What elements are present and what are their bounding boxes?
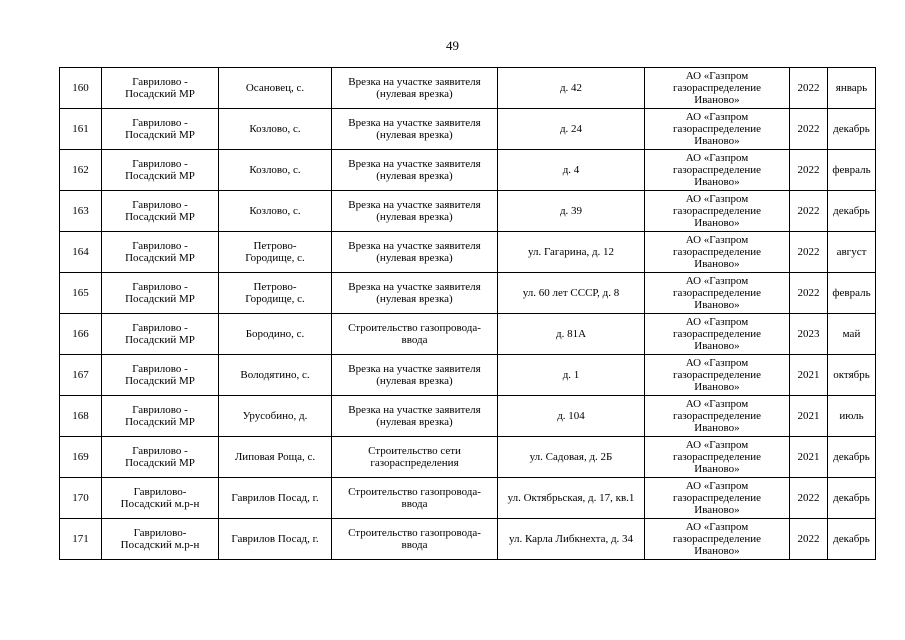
cell-settlement: Козлово, с. <box>219 150 332 191</box>
cell-work-type: Врезка на участке заявителя (нулевая врезка) <box>332 109 498 150</box>
cell-settlement: Володятино, с. <box>219 355 332 396</box>
cell-month: декабрь <box>828 519 876 560</box>
table-row <box>60 150 876 191</box>
cell-settlement: Петрово- Городище, с. <box>219 273 332 314</box>
table-body <box>60 68 876 560</box>
cell-settlement: Козлово, с. <box>219 109 332 150</box>
cell-work-type: Строительство газопровода- ввода <box>332 519 498 560</box>
cell-address: д. 104 <box>498 396 645 437</box>
cell-year: 2022 <box>790 150 828 191</box>
cell-address: д. 4 <box>498 150 645 191</box>
table-row <box>60 519 876 560</box>
page-number: 49 <box>446 38 459 53</box>
cell-row-number: 170 <box>60 478 102 519</box>
cell-district: Гаврилово - Посадский МР <box>102 150 219 191</box>
cell-organization: АО «Газпром газораспределение Иваново» <box>645 478 790 519</box>
cell-row-number: 163 <box>60 191 102 232</box>
cell-organization: АО «Газпром газораспределение Иваново» <box>645 355 790 396</box>
cell-work-type: Строительство газопровода- ввода <box>332 478 498 519</box>
cell-month: декабрь <box>828 109 876 150</box>
cell-month: декабрь <box>828 478 876 519</box>
cell-month: февраль <box>828 150 876 191</box>
table-row <box>60 396 876 437</box>
cell-work-type: Строительство сети газораспределения <box>332 437 498 478</box>
cell-row-number: 169 <box>60 437 102 478</box>
cell-settlement: Гаврилов Посад, г. <box>219 519 332 560</box>
cell-district: Гаврилово - Посадский МР <box>102 437 219 478</box>
cell-organization: АО «Газпром газораспределение Иваново» <box>645 437 790 478</box>
table-row <box>60 109 876 150</box>
cell-row-number: 167 <box>60 355 102 396</box>
cell-year: 2022 <box>790 68 828 109</box>
cell-row-number: 166 <box>60 314 102 355</box>
cell-row-number: 168 <box>60 396 102 437</box>
cell-address: ул. Гагарина, д. 12 <box>498 232 645 273</box>
cell-organization: АО «Газпром газораспределение Иваново» <box>645 396 790 437</box>
cell-address: д. 42 <box>498 68 645 109</box>
cell-district: Гаврилово - Посадский МР <box>102 232 219 273</box>
cell-year: 2022 <box>790 478 828 519</box>
cell-work-type: Врезка на участке заявителя (нулевая врезка) <box>332 273 498 314</box>
cell-year: 2021 <box>790 437 828 478</box>
cell-month: январь <box>828 68 876 109</box>
cell-settlement: Петрово- Городище, с. <box>219 232 332 273</box>
cell-district: Гаврилово- Посадский м.р-н <box>102 478 219 519</box>
table-row <box>60 478 876 519</box>
cell-month: декабрь <box>828 437 876 478</box>
cell-row-number: 161 <box>60 109 102 150</box>
cell-month: август <box>828 232 876 273</box>
cell-row-number: 171 <box>60 519 102 560</box>
gasification-table <box>59 67 876 560</box>
cell-address: д. 24 <box>498 109 645 150</box>
cell-row-number: 164 <box>60 232 102 273</box>
cell-year: 2022 <box>790 519 828 560</box>
cell-work-type: Врезка на участке заявителя (нулевая врезка) <box>332 396 498 437</box>
cell-row-number: 162 <box>60 150 102 191</box>
cell-address: ул. 60 лет СССР, д. 8 <box>498 273 645 314</box>
cell-work-type: Врезка на участке заявителя (нулевая врезка) <box>332 191 498 232</box>
table-row <box>60 232 876 273</box>
cell-settlement: Урусобино, д. <box>219 396 332 437</box>
cell-settlement: Гаврилов Посад, г. <box>219 478 332 519</box>
cell-district: Гаврилово- Посадский м.р-н <box>102 519 219 560</box>
cell-organization: АО «Газпром газораспределение Иваново» <box>645 232 790 273</box>
cell-work-type: Врезка на участке заявителя (нулевая врезка) <box>332 150 498 191</box>
cell-settlement: Липовая Роща, с. <box>219 437 332 478</box>
cell-organization: АО «Газпром газораспределение Иваново» <box>645 314 790 355</box>
cell-year: 2022 <box>790 273 828 314</box>
cell-settlement: Козлово, с. <box>219 191 332 232</box>
cell-row-number: 160 <box>60 68 102 109</box>
cell-settlement: Бородино, с. <box>219 314 332 355</box>
cell-work-type: Врезка на участке заявителя (нулевая врезка) <box>332 355 498 396</box>
cell-year: 2021 <box>790 396 828 437</box>
cell-district: Гаврилово - Посадский МР <box>102 314 219 355</box>
table-row <box>60 273 876 314</box>
cell-month: май <box>828 314 876 355</box>
cell-organization: АО «Газпром газораспределение Иваново» <box>645 68 790 109</box>
cell-organization: АО «Газпром газораспределение Иваново» <box>645 109 790 150</box>
cell-address: ул. Садовая, д. 2Б <box>498 437 645 478</box>
cell-month: июль <box>828 396 876 437</box>
table-row <box>60 437 876 478</box>
cell-district: Гаврилово - Посадский МР <box>102 109 219 150</box>
table-row <box>60 191 876 232</box>
cell-work-type: Врезка на участке заявителя (нулевая врезка) <box>332 68 498 109</box>
cell-district: Гаврилово - Посадский МР <box>102 396 219 437</box>
table-row <box>60 314 876 355</box>
cell-address: ул. Октябрьская, д. 17, кв.1 <box>498 478 645 519</box>
cell-address: ул. Карла Либкнехта, д. 34 <box>498 519 645 560</box>
cell-address: д. 39 <box>498 191 645 232</box>
cell-organization: АО «Газпром газораспределение Иваново» <box>645 519 790 560</box>
cell-month: декабрь <box>828 191 876 232</box>
cell-month: февраль <box>828 273 876 314</box>
cell-address: д. 1 <box>498 355 645 396</box>
table-row <box>60 355 876 396</box>
cell-row-number: 165 <box>60 273 102 314</box>
cell-month: октябрь <box>828 355 876 396</box>
cell-organization: АО «Газпром газораспределение Иваново» <box>645 150 790 191</box>
cell-organization: АО «Газпром газораспределение Иваново» <box>645 273 790 314</box>
cell-year: 2021 <box>790 355 828 396</box>
cell-address: д. 81А <box>498 314 645 355</box>
cell-year: 2022 <box>790 109 828 150</box>
cell-work-type: Врезка на участке заявителя (нулевая врезка) <box>332 232 498 273</box>
cell-district: Гаврилово - Посадский МР <box>102 355 219 396</box>
cell-year: 2022 <box>790 232 828 273</box>
cell-district: Гаврилово - Посадский МР <box>102 273 219 314</box>
cell-work-type: Строительство газопровода- ввода <box>332 314 498 355</box>
cell-district: Гаврилово - Посадский МР <box>102 191 219 232</box>
table-row <box>60 68 876 109</box>
cell-settlement: Осановец, с. <box>219 68 332 109</box>
cell-year: 2022 <box>790 191 828 232</box>
cell-year: 2023 <box>790 314 828 355</box>
cell-district: Гаврилово - Посадский МР <box>102 68 219 109</box>
cell-organization: АО «Газпром газораспределение Иваново» <box>645 191 790 232</box>
